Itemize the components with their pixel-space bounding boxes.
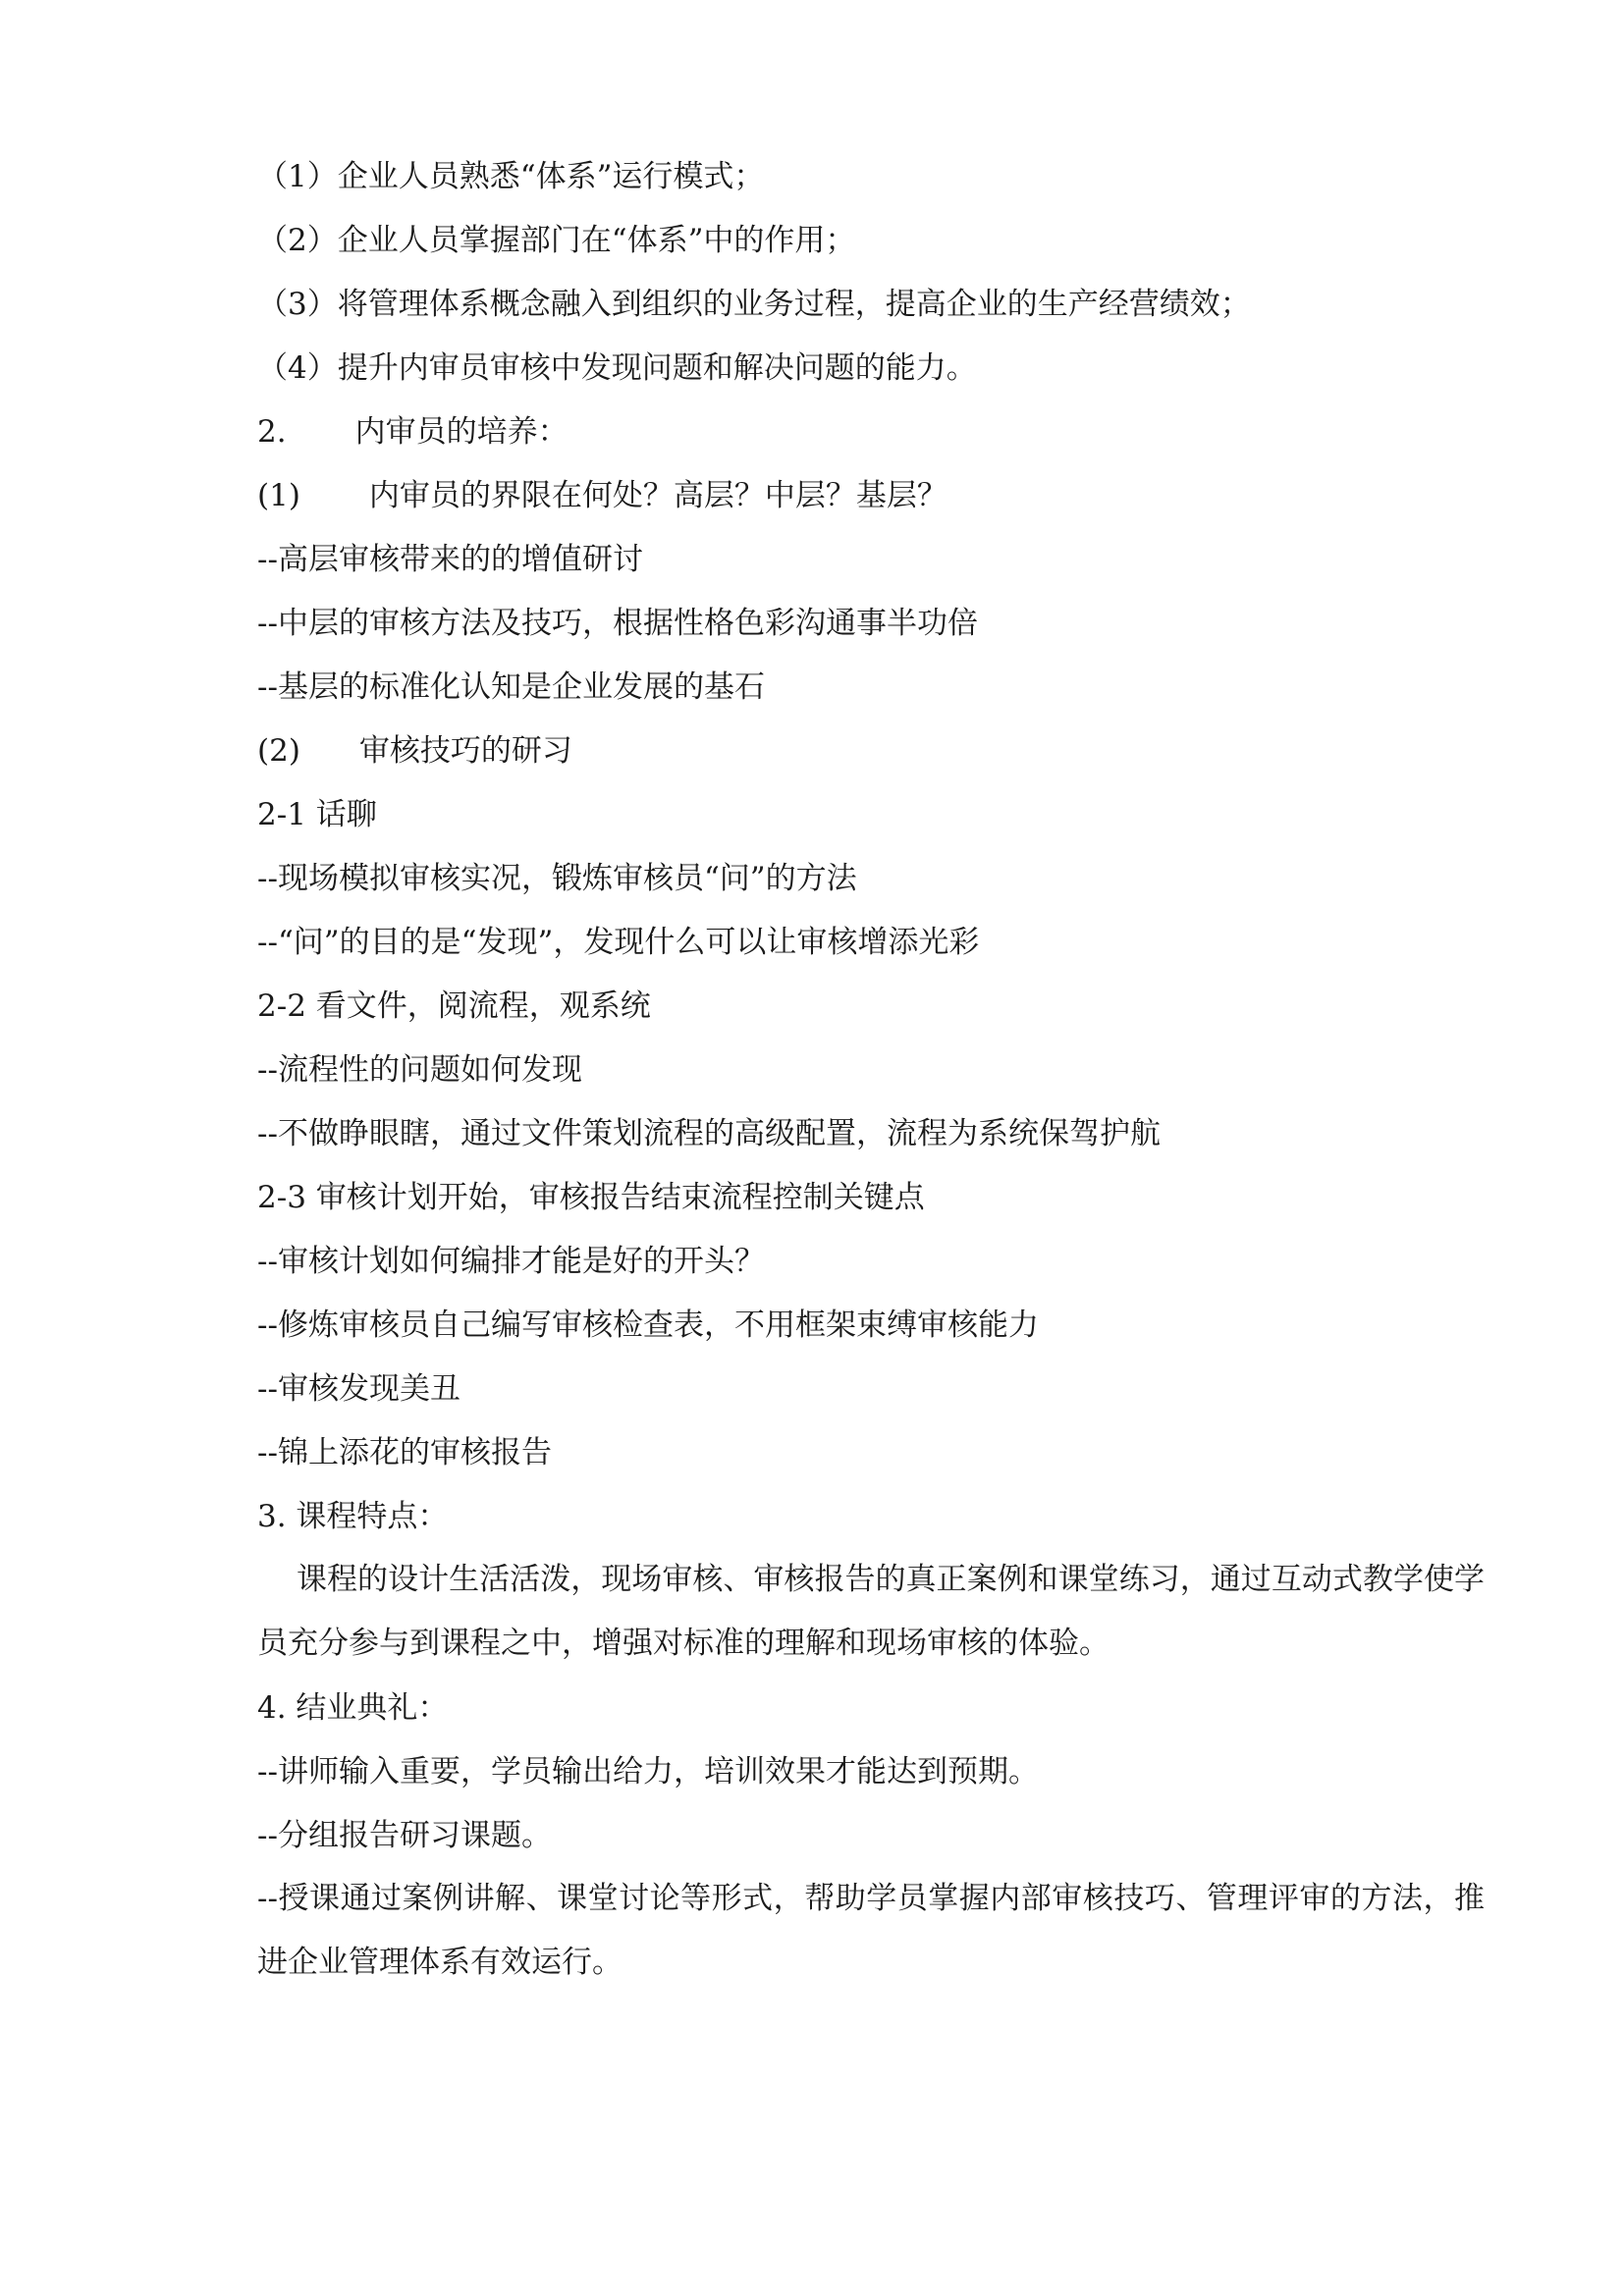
subsection-1-number: (1)	[257, 478, 300, 513]
subsection-2-title: 审核技巧的研习	[358, 733, 572, 769]
section-2-number: 2.	[257, 414, 287, 450]
section-3-heading: 3. 课程特点：	[257, 1499, 449, 1534]
subsection-2-heading	[257, 731, 1485, 771]
subsection-2-item: 2-1 话聊	[257, 797, 377, 832]
section-4-paragraph: --授课通过案例讲解、课堂讨论等形式，帮助学员掌握内部审核技巧、管理评审的方法，推进企业管理体系有效运行。	[257, 1881, 1485, 1980]
subsection-2-item: --审核计划如何编排才能是好的开头？	[257, 1244, 765, 1279]
subsection-1-heading	[257, 476, 1485, 515]
objective-item-1: （1）企业人员熟悉“体系”运行模式；	[257, 159, 765, 194]
subsection-2-item: --不做睁眼瞎，通过文件策划流程的高级配置，流程为系统保驾护航	[257, 1116, 1161, 1151]
section-2-title: 内审员的培养：	[354, 414, 568, 450]
subsection-1-title: 内审员的界限在何处？高层？中层？基层？	[368, 478, 947, 513]
subsection-2-item: --修炼审核员自己编写审核检查表，不用框架束缚审核能力	[257, 1308, 1039, 1343]
subsection-2-number: (2)	[257, 733, 300, 769]
section-4-item: --讲师输入重要，学员输出给力，培训效果才能达到预期。	[257, 1754, 1039, 1789]
subsection-2-item: --流程性的问题如何发现	[257, 1052, 582, 1088]
subsection-2-item: 2-3 审核计划开始，审核报告结束流程控制关键点	[257, 1180, 925, 1215]
subsection-2-item: --审核发现美丑	[257, 1371, 460, 1407]
section-4-heading: 4. 结业典礼：	[257, 1690, 449, 1726]
objective-item-2: （2）企业人员掌握部门在“体系”中的作用；	[257, 223, 856, 258]
section-3-paragraph: 课程的设计生活活泼，现场审核、审核报告的真正案例和课堂练习，通过互动式教学使学员充分参与到课程之中，增强对标准的理解和现场审核的体验。	[257, 1562, 1485, 1661]
objective-item-4: （4）提升内审员审核中发现问题和解决问题的能力。	[257, 350, 977, 386]
subsection-2-item: --锦上添花的审核报告	[257, 1435, 552, 1470]
subsection-1-item: --中层的审核方法及技巧，根据性格色彩沟通事半功倍	[257, 606, 978, 641]
section-2-heading	[257, 412, 1485, 452]
subsection-1-item: --高层审核带来的的增值研讨	[257, 542, 643, 577]
subsection-2-item: --现场模拟审核实况，锻炼审核员“问”的方法	[257, 861, 857, 896]
objective-item-3: （3）将管理体系概念融入到组织的业务过程，提高企业的生产经营绩效；	[257, 287, 1251, 322]
subsection-1-item: --基层的标准化认知是企业发展的基石	[257, 669, 765, 705]
subsection-2-item: --“问”的目的是“发现”，发现什么可以让审核增添光彩	[257, 925, 980, 960]
subsection-2-item: 2-2 看文件，阅流程，观系统	[257, 988, 651, 1024]
section-4-item: --分组报告研习课题。	[257, 1818, 552, 1853]
